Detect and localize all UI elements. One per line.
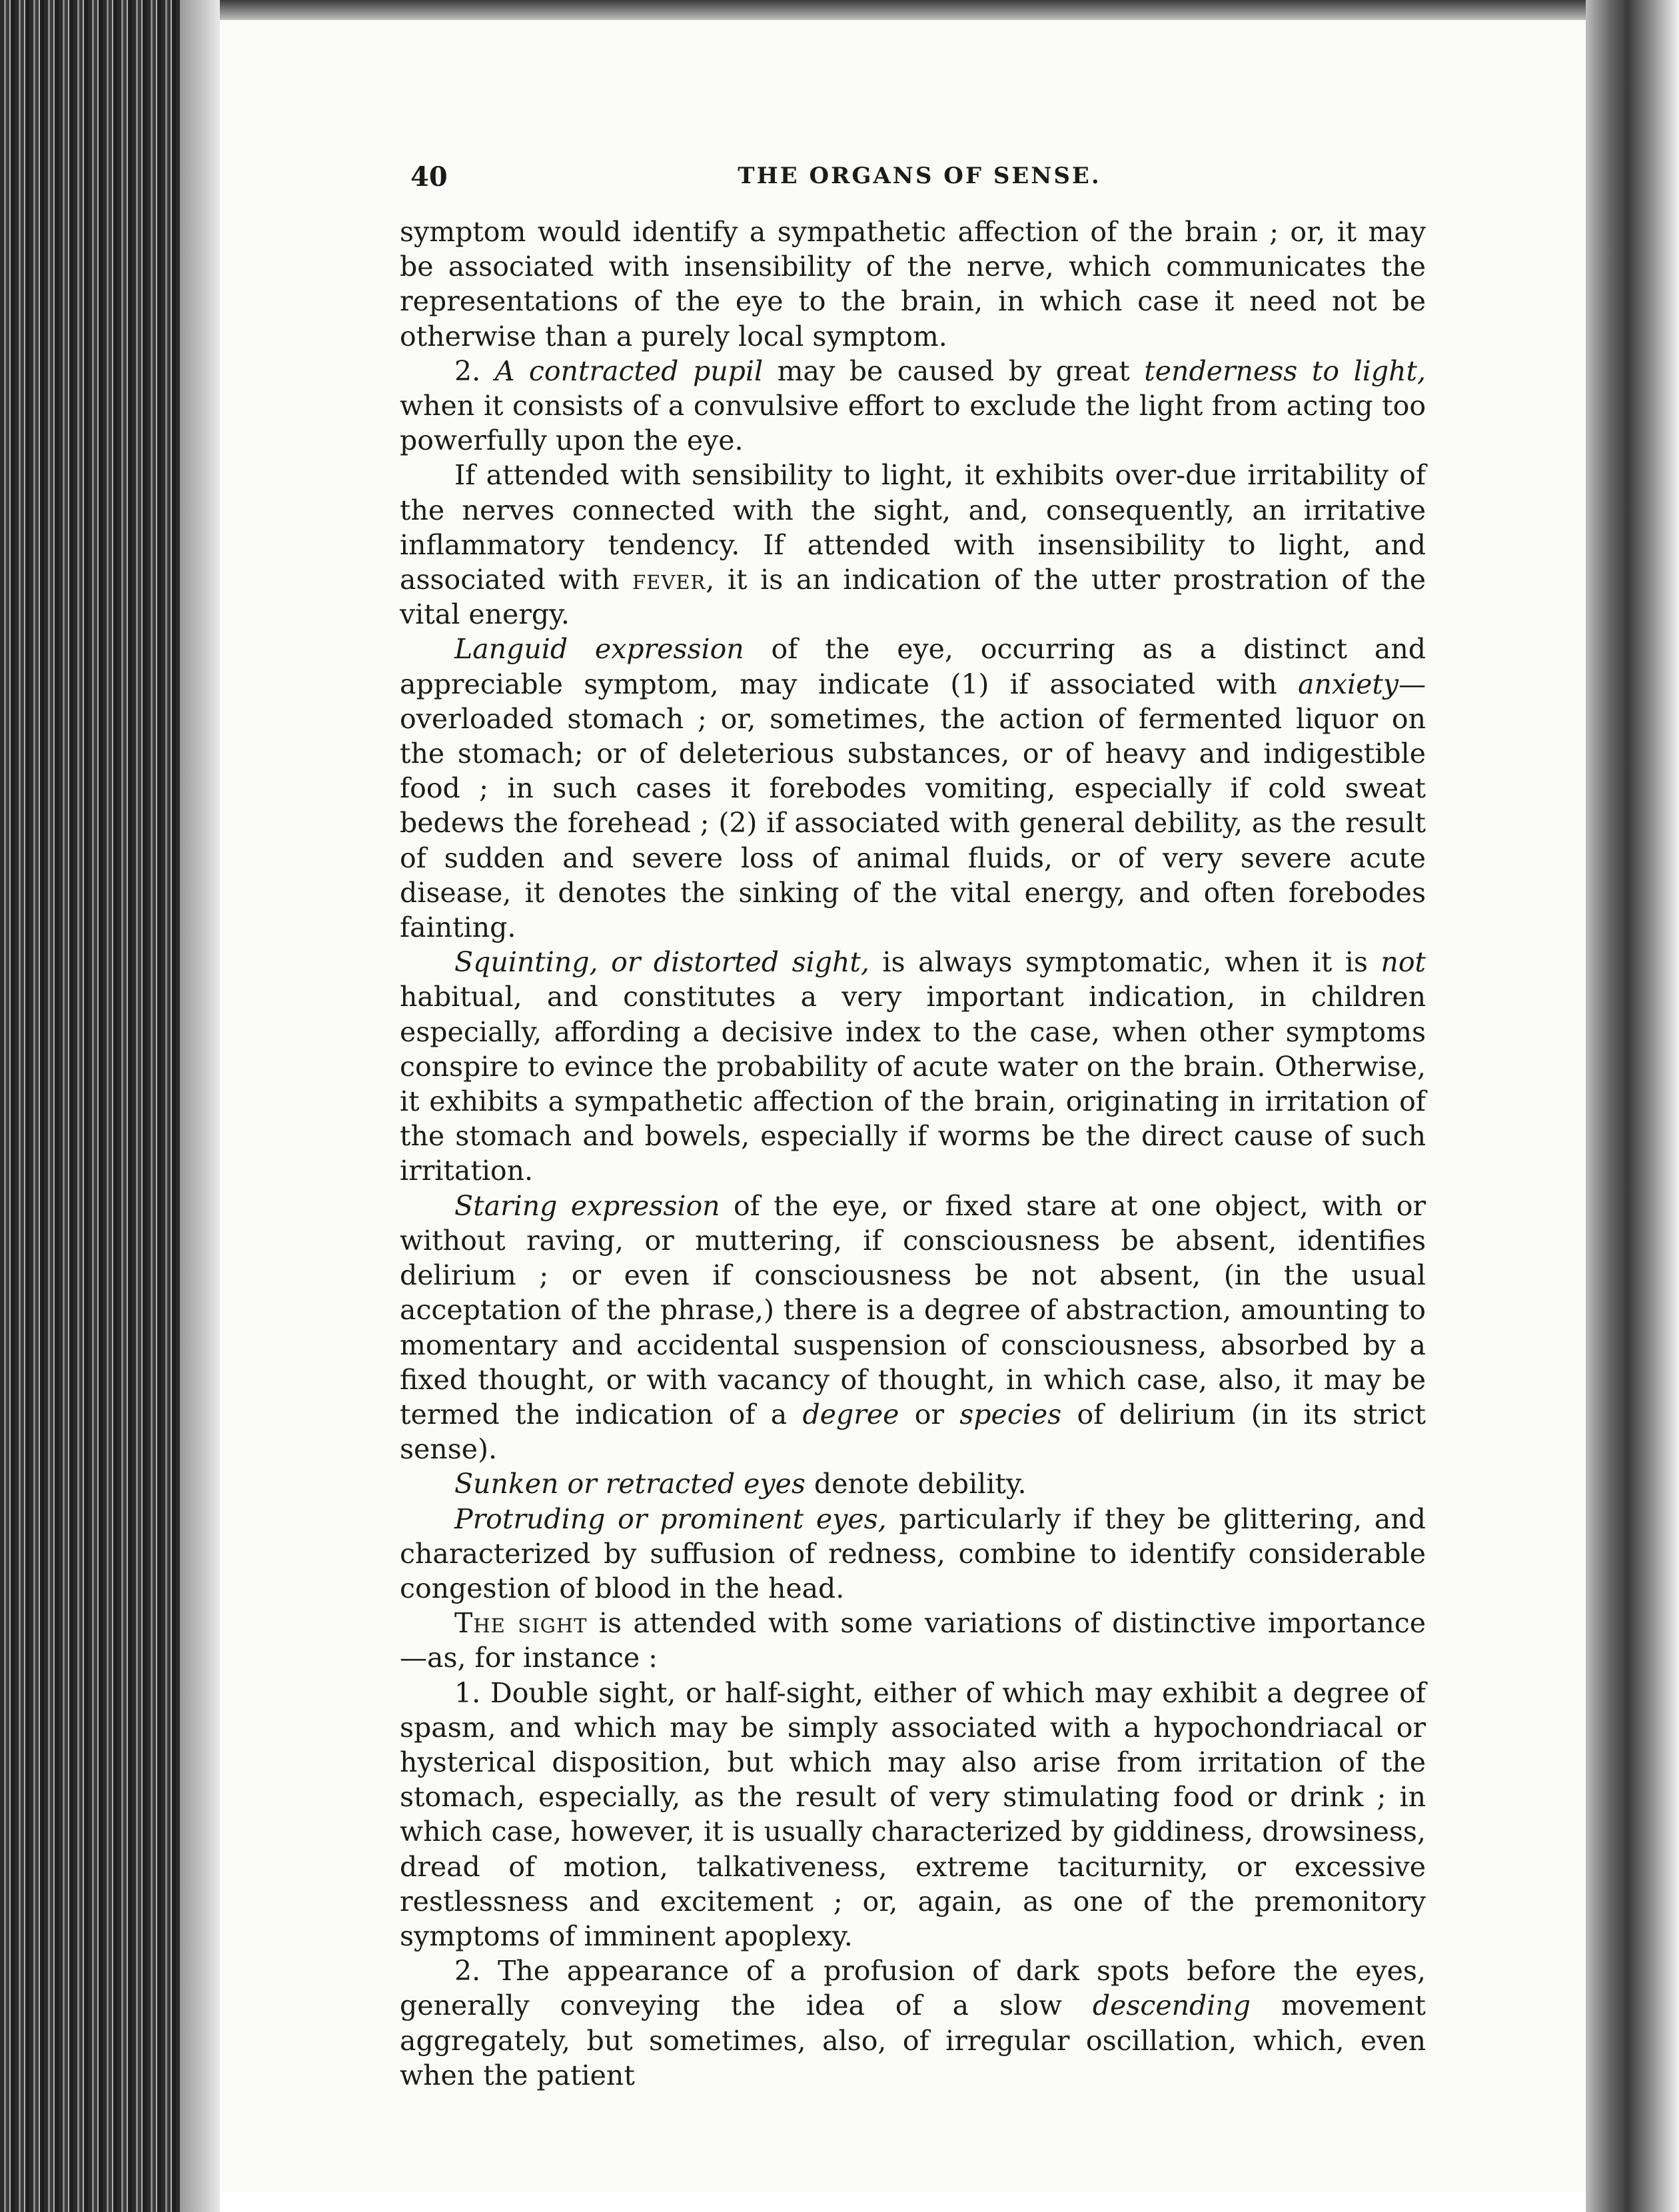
page-header-title: THE ORGANS OF SENSE. bbox=[738, 163, 1101, 189]
paragraph: If attended with sensibility to light, it exhibits over-due irritability of the nerves connected with the sight, and, consequently, an irritative inflammatory tendency. If attended with insensibility to light, and associated with fever, it is an indication of the utter prostration of the vital energy. bbox=[400, 459, 1426, 631]
book-page-edges bbox=[0, 0, 220, 2212]
top-scan-shadow bbox=[220, 0, 1586, 23]
page-number: 40 bbox=[410, 161, 448, 193]
running-head bbox=[400, 160, 1439, 200]
paragraph: symptom would identify a sympathetic affection of the brain ; or, it may be associated with insensibility of the nerve, which communicates the representations of the eye to the brain, in which case it need not be otherwise than a purely local symptom. bbox=[400, 216, 1426, 352]
paragraph: 2. The appearance of a profusion of dark spots before the eyes, generally conveying the idea of a slow descending movement aggregately, but sometimes, also, of irregular oscillation, which, even when the patient bbox=[400, 1955, 1426, 2091]
paragraph: Sunken or retracted eyes denote debility. bbox=[454, 1468, 1027, 1500]
body-text bbox=[400, 215, 1426, 2093]
paragraph: 1. Double sight, or half-sight, either of which may exhibit a degree of spasm, and which may be simply associated with a hypochondriacal or hysterical disposition, but which may also arise from irritation of the stomach, especially, as the result of very stimulating food or drink ; in which case, however, it is usually characterized by giddiness, drowsiness, dread of motion, talkativeness, extreme taciturnity, or excessive restlessness and excitement ; or, again, as one of the premonitory symptoms of imminent apoplexy. bbox=[400, 1676, 1426, 1952]
paragraph: Squinting, or distorted sight, is always symptomatic, when it is not habitual, and constitutes a very important indication, in children especially, affording a decisive index to the case, when other symptoms conspire to evince the probability of acute water on the brain. Otherwise, it exhibits a sympathetic affection of the brain, originating in irritation of the stomach and bowels, especially if worms be the direct cause of such irritation. bbox=[400, 946, 1426, 1187]
paragraph: 2. A contracted pupil may be caused by great tenderness to light, when it consists of a convulsive effort to exclude the light from acting too powerfully upon the eye. bbox=[400, 354, 1426, 457]
paragraph: The sight is attended with some variations of distinctive importance—as, for instance : bbox=[400, 1607, 1426, 1674]
paragraph: Staring expression of the eye, or fixed stare at one object, with or without raving, or muttering, if consciousness be absent, identifies delirium ; or even if consciousness be not absent, (in the usual acceptation of the phrase,) there is a degree of abstraction, amounting to momentary and accidental suspension of consciousness, absorbed by a fixed thought, or with vacancy of thought, in which case, also, it may be termed the indication of a degree or species of delirium (in its strict sense). bbox=[400, 1189, 1426, 1466]
right-binding-shadow bbox=[1586, 0, 1679, 2212]
paragraph: Languid expression of the eye, occurring as a distinct and appreciable symptom, may indicate (1) if associated with anxiety—overloaded stomach ; or, sometimes, the action of fermented liquor on the stomach; or of deleterious substances, or of heavy and indigestible food ; in such cases it forebodes vomiting, especially if cold sweat bedews the forehead ; (2) if associated with general debility, as the result of sudden and severe loss of animal fluids, or of very severe acute disease, it denotes the sinking of the vital energy, and often forebodes fainting. bbox=[400, 633, 1426, 944]
paragraph: Protruding or prominent eyes, particularly if they be glittering, and characterized by suffusion of redness, combine to identify considerable congestion of blood in the head. bbox=[400, 1502, 1426, 1604]
